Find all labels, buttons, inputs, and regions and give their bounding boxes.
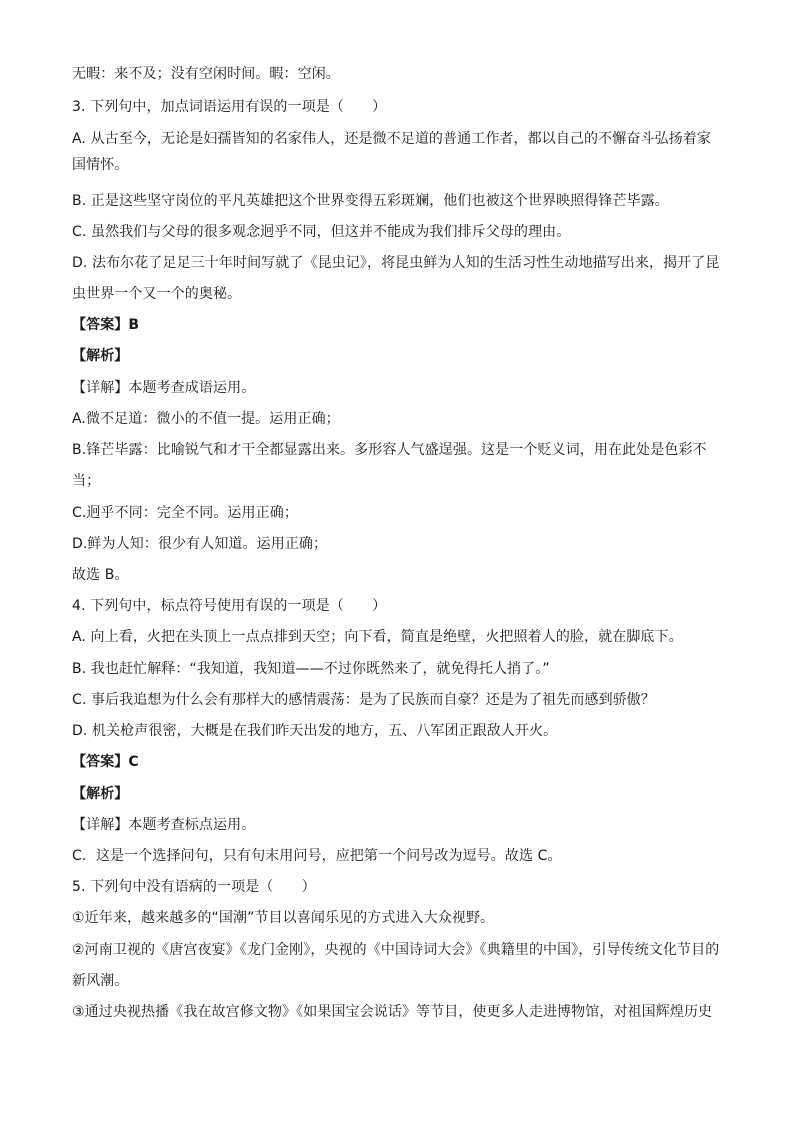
- detail-text: 【详解】本题考查标点运用。: [72, 817, 256, 833]
- question-4-stem: 4. 下列句中，标点符号使用有误的一项是（ ）: [72, 598, 387, 614]
- option-d: D. 机关枪声很密，大概是在我们昨天出发的地方，五、八军团正跟敌人开火。: [72, 723, 558, 739]
- explanation-b: B.锋芒毕露：比喻锐气和才干全都显露出来。多形容人气盛逞强。这是一个贬义词，用在此处是色彩不: [72, 442, 707, 458]
- item-2: ②河南卫视的《唐宫夜宴》《龙门金刚》，央视的《中国诗词大会》《典籍里的中国》，引导传统文化节目的: [72, 942, 720, 958]
- item-1: ①近年来，越来越多的“国潮”节目以喜闻乐见的方式进入大众视野。: [72, 910, 495, 926]
- option-d-cont: 虫世界一个又一个的奥秘。: [72, 286, 242, 302]
- question-3-stem: 3. 下列句中，加点词语运用有误的一项是（ ）: [72, 99, 387, 115]
- option-b: B. 我也赶忙解释：“我知道，我知道——不过你既然来了，就免得托人捎了。”: [72, 661, 550, 677]
- option-b: B. 正是这些坚守岗位的平凡英雄把这个世界变得五彩斑斓，他们也被这个世界映照得锋芒毕露。: [72, 193, 669, 209]
- option-d: D. 法布尔花了足足三十年时间写就了《昆虫记》，将昆虫鲜为人知的生活习性生动地描写出来，揭开了昆: [72, 255, 720, 271]
- text-line: 无暇：来不及；没有空闲时间。暇：空闲。: [72, 66, 340, 82]
- option-a-cont: 国情怀。: [72, 157, 129, 173]
- item-2-cont: 新风潮。: [72, 973, 129, 989]
- conclusion: 故选 B。: [72, 567, 129, 583]
- explanation-c: C．这是一个选择问句，只有句末用问号，应把第一个问号改为逗号。故选 C。: [72, 848, 562, 864]
- option-a: A. 向上看，火把在头顶上一点点排到天空；向下看，简直是绝壁，火把照着人的脸，就在脚底下。: [72, 629, 683, 645]
- option-a: A. 从古至今，无论是妇孺皆知的名家伟人，还是微不足道的普通工作者，都以自己的不懈奋斗弘扬着家: [72, 131, 711, 147]
- analysis-label: 【解析】: [72, 786, 129, 802]
- answer-label: 【答案】C: [72, 754, 139, 770]
- item-3: ③通过央视热播《我在故宫修文物》《如果国宝会说话》等节目，使更多人走进博物馆，对祖国辉煌历史: [72, 1004, 713, 1020]
- explanation-d: D.鲜为人知：很少有人知道。运用正确；: [72, 536, 328, 552]
- answer-label: 【答案】B: [72, 317, 140, 333]
- analysis-label: 【解析】: [72, 348, 129, 364]
- option-c: C. 事后我追想为什么会有那样大的感情震荡：是为了民族而自豪？还是为了祖先而感到骄傲？: [72, 692, 655, 708]
- option-c: C. 虽然我们与父母的很多观念迥乎不同，但这并不能成为我们排斥父母的理由。: [72, 224, 571, 240]
- question-5-stem: 5. 下列句中没有语病的一项是（ ）: [72, 879, 316, 895]
- explanation-a: A.微不足道：微小的不值一提。运用正确；: [72, 411, 340, 427]
- detail-text: 【详解】本题考查成语运用。: [72, 380, 256, 396]
- explanation-b-cont: 当；: [72, 473, 101, 489]
- explanation-c: C.迥乎不同：完全不同。运用正确；: [72, 505, 298, 521]
